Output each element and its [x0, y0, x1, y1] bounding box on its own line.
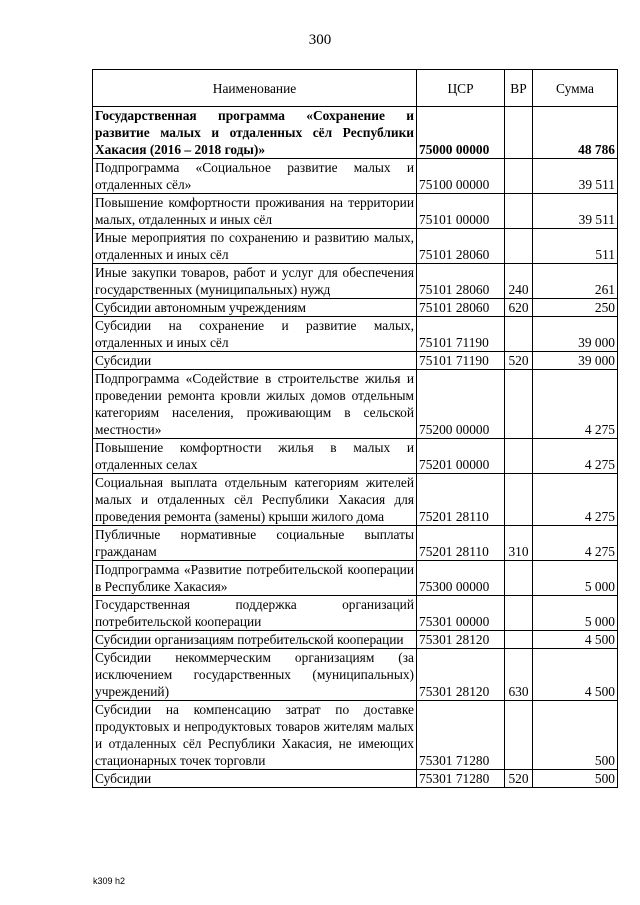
- table-row: [93, 561, 618, 596]
- table-body: [93, 107, 618, 788]
- vr-cell: 310: [505, 526, 533, 561]
- vr-cell: [505, 701, 533, 770]
- vr-cell: [505, 370, 533, 439]
- csr-cell: 75101 28060: [417, 299, 505, 317]
- table-row: [93, 194, 618, 229]
- sum-cell: 39 511: [533, 194, 618, 229]
- table-header-row: [93, 70, 618, 107]
- table-row: [93, 352, 618, 370]
- name-cell: Субсидии на сохранение и развитие малых, отдаленных и иных сёл: [93, 317, 417, 352]
- csr-cell: 75100 00000: [417, 159, 505, 194]
- table-row: [93, 649, 618, 701]
- table-row: [93, 107, 618, 159]
- sum-cell: 39 511: [533, 159, 618, 194]
- name-cell: Субсидии: [93, 770, 417, 788]
- vr-cell: 630: [505, 649, 533, 701]
- table-row: [93, 526, 618, 561]
- sum-cell: 500: [533, 701, 618, 770]
- vr-cell: [505, 596, 533, 631]
- vr-cell: 520: [505, 770, 533, 788]
- table-row: [93, 159, 618, 194]
- csr-cell: 75301 28120: [417, 631, 505, 649]
- table-row: [93, 701, 618, 770]
- page-number: 300: [308, 32, 332, 48]
- table-row: [93, 631, 618, 649]
- table-row: [93, 317, 618, 352]
- budget-table: [92, 69, 618, 788]
- sum-cell: 4 275: [533, 526, 618, 561]
- table-row: [93, 596, 618, 631]
- name-cell: Повышение комфортности жилья в малых и отдаленных селах: [93, 439, 417, 474]
- table-row: [93, 474, 618, 526]
- csr-cell: 75101 28060: [417, 229, 505, 264]
- vr-cell: [505, 474, 533, 526]
- header-sum: Сумма: [533, 70, 618, 107]
- table-row: [93, 439, 618, 474]
- csr-cell: 75101 71190: [417, 317, 505, 352]
- vr-cell: 240: [505, 264, 533, 299]
- csr-cell: 75301 28120: [417, 649, 505, 701]
- sum-cell: 4 275: [533, 439, 618, 474]
- csr-cell: 75301 71280: [417, 701, 505, 770]
- sum-cell: 4 500: [533, 649, 618, 701]
- sum-cell: 500: [533, 770, 618, 788]
- sum-cell: 261: [533, 264, 618, 299]
- name-cell: Социальная выплата отдельным категориям жителей малых и отдаленных сёл Республики Хакасия для проведения ремонта (замены) крыши жилого дома: [93, 474, 417, 526]
- name-cell: Иные закупки товаров, работ и услуг для обеспечения государственных (муниципальных) нужд: [93, 264, 417, 299]
- sum-cell: 4 275: [533, 370, 618, 439]
- name-cell: Государственная поддержка организаций потребительской кооперации: [93, 596, 417, 631]
- sum-cell: 39 000: [533, 352, 618, 370]
- csr-cell: 75000 00000: [417, 107, 505, 159]
- csr-cell: 75300 00000: [417, 561, 505, 596]
- name-cell: Государственная программа «Сохранение и развитие малых и отдаленных сёл Республики Хакасия (2016 – 2018 годы)»: [93, 107, 417, 159]
- csr-cell: 75201 28110: [417, 526, 505, 561]
- table-row: [93, 229, 618, 264]
- csr-cell: 75101 28060: [417, 264, 505, 299]
- header-vr: ВР: [505, 70, 533, 107]
- vr-cell: [505, 107, 533, 159]
- csr-cell: 75101 71190: [417, 352, 505, 370]
- name-cell: Субсидии организациям потребительской кооперации: [93, 631, 417, 649]
- name-cell: Повышение комфортности проживания на территории малых, отдаленных и иных сёл: [93, 194, 417, 229]
- sum-cell: 39 000: [533, 317, 618, 352]
- table-row: [93, 370, 618, 439]
- header-csr: ЦСР: [417, 70, 505, 107]
- name-cell: Иные мероприятия по сохранению и развитию малых, отдаленных и иных сёл: [93, 229, 417, 264]
- table-row: [93, 264, 618, 299]
- vr-cell: 620: [505, 299, 533, 317]
- csr-cell: 75101 00000: [417, 194, 505, 229]
- name-cell: Субсидии на компенсацию затрат по доставке продуктовых и непродуктовых товаров жителям малых и отдаленных сёл Республики Хакасия, не имеющих стационарных точек торговли: [93, 701, 417, 770]
- vr-cell: 520: [505, 352, 533, 370]
- name-cell: Публичные нормативные социальные выплаты гражданам: [93, 526, 417, 561]
- csr-cell: 75201 28110: [417, 474, 505, 526]
- name-cell: Подпрограмма «Развитие потребительской кооперации в Республике Хакасия»: [93, 561, 417, 596]
- footer-code: k309 h2: [93, 876, 126, 886]
- name-cell: Субсидии: [93, 352, 417, 370]
- vr-cell: [505, 317, 533, 352]
- vr-cell: [505, 561, 533, 596]
- vr-cell: [505, 194, 533, 229]
- name-cell: Подпрограмма «Содействие в строительстве жилья и проведении ремонта кровли жилых домов отдельным категориям населения, проживающим в сельской местности»: [93, 370, 417, 439]
- name-cell: Подпрограмма «Социальное развитие малых и отдаленных сёл»: [93, 159, 417, 194]
- vr-cell: [505, 439, 533, 474]
- vr-cell: [505, 159, 533, 194]
- sum-cell: 4 275: [533, 474, 618, 526]
- sum-cell: 511: [533, 229, 618, 264]
- csr-cell: 75301 71280: [417, 770, 505, 788]
- csr-cell: 75301 00000: [417, 596, 505, 631]
- vr-cell: [505, 631, 533, 649]
- sum-cell: 4 500: [533, 631, 618, 649]
- csr-cell: 75201 00000: [417, 439, 505, 474]
- table-row: [93, 299, 618, 317]
- sum-cell: 250: [533, 299, 618, 317]
- sum-cell: 48 786: [533, 107, 618, 159]
- name-cell: Субсидии автономным учреждениям: [93, 299, 417, 317]
- header-name: Наименование: [93, 70, 417, 107]
- sum-cell: 5 000: [533, 561, 618, 596]
- vr-cell: [505, 229, 533, 264]
- name-cell: Субсидии некоммерческим организациям (за исключением государственных (муниципальных) учреждений): [93, 649, 417, 701]
- table-row: [93, 770, 618, 788]
- csr-cell: 75200 00000: [417, 370, 505, 439]
- sum-cell: 5 000: [533, 596, 618, 631]
